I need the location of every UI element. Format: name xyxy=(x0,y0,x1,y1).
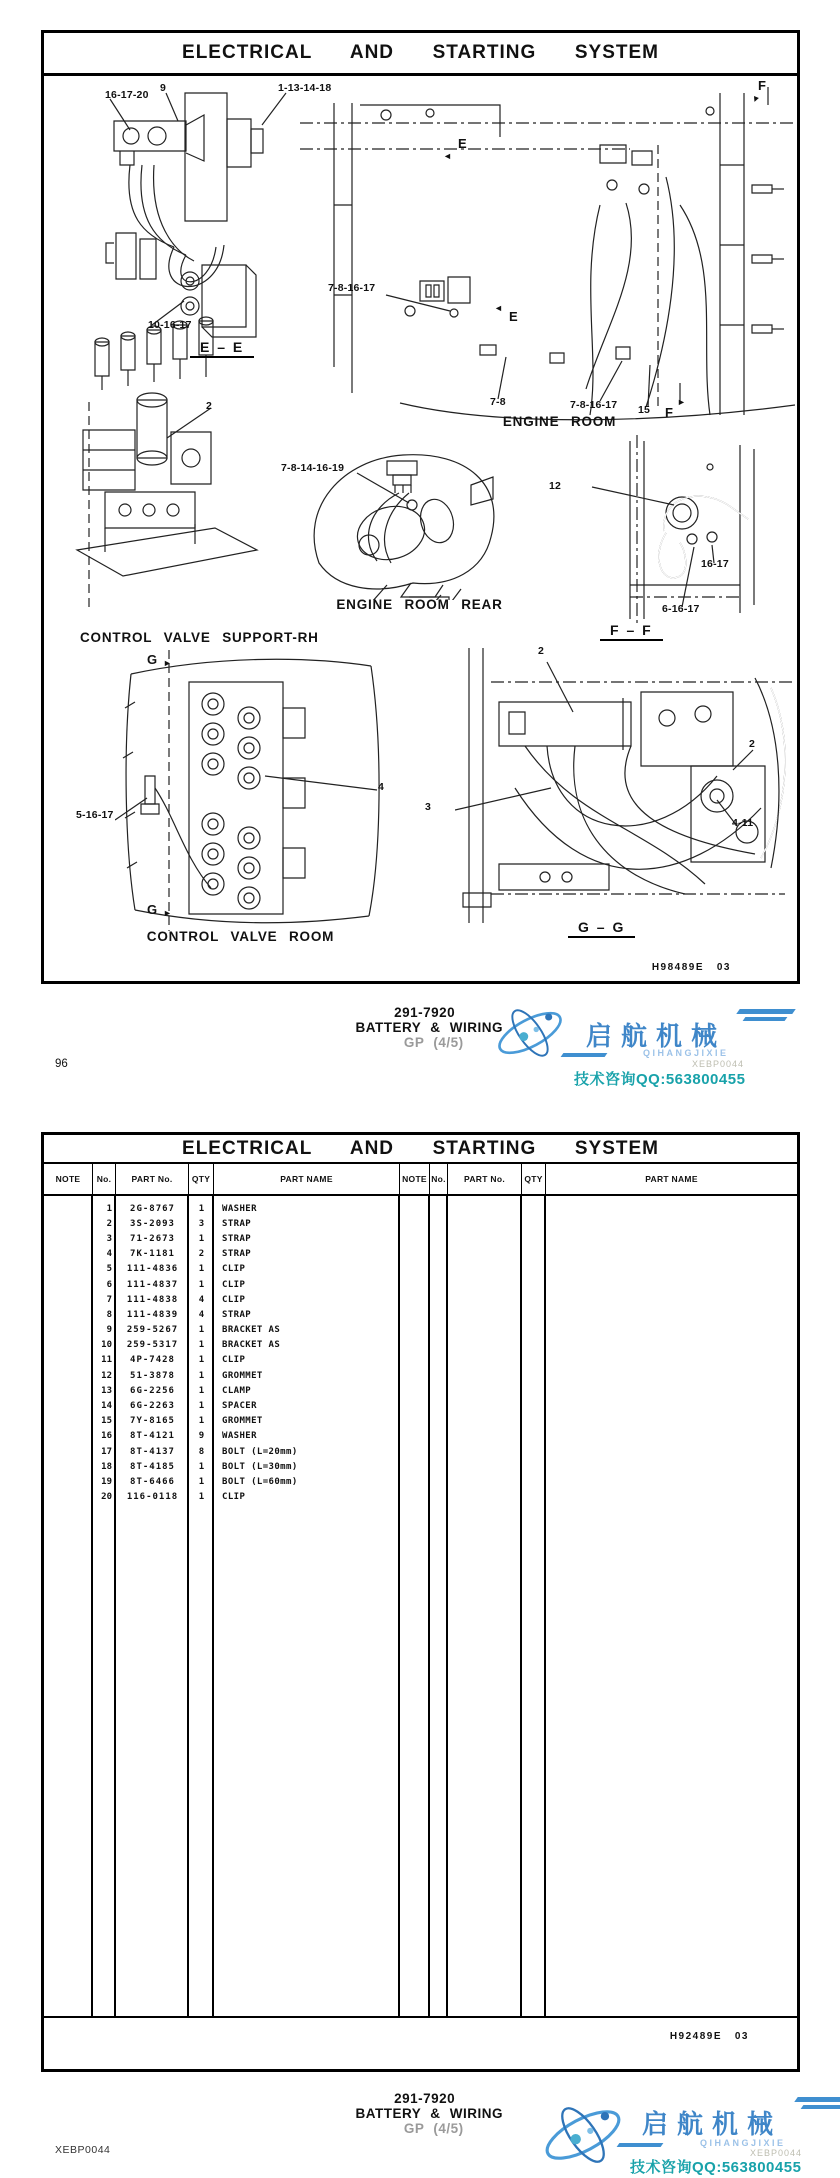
cell-qty: 1 xyxy=(198,1492,205,1503)
cell-part-no: 2G-8767 xyxy=(130,1203,175,1214)
arrow-left-icon: ◄ xyxy=(443,151,452,161)
logo-bar xyxy=(736,1009,796,1014)
cell-part-name: BOLT (L=60mm) xyxy=(222,1476,298,1487)
sheet-footer xyxy=(44,2018,797,2065)
cell-part-no: 111-4839 xyxy=(126,1309,179,1320)
page-title: ELECTRICAL AND STARTING SYSTEM xyxy=(44,1135,797,1164)
callout-2-gg-right: 2 xyxy=(749,738,756,750)
figure-name: BATTERY & WIRING xyxy=(355,1020,503,1035)
cell-no: 20 xyxy=(101,1492,112,1503)
cell-part-name: CLIP xyxy=(222,1355,246,1366)
corner-code: XEBP0044 xyxy=(55,2144,111,2156)
logo-bar xyxy=(801,2105,840,2109)
cell-no: 13 xyxy=(101,1385,112,1396)
table-row xyxy=(44,1353,797,1368)
watermark-contact: 技术咨询QQ:563800455 xyxy=(630,2159,802,2176)
cell-part-no: 8T-6466 xyxy=(130,1476,175,1487)
cell-part-no: 51-3878 xyxy=(130,1370,175,1381)
arrow-down-icon: ▼ xyxy=(749,92,762,106)
table-row xyxy=(44,1323,797,1338)
cell-no: 1 xyxy=(106,1203,112,1214)
f-f-detail-diagram xyxy=(590,435,795,625)
logo-bar xyxy=(561,1053,608,1057)
caption-control-valve-support: CONTROL VALVE SUPPORT-RH xyxy=(80,630,319,645)
figure-suffix: GP (4/5) xyxy=(403,1035,464,1050)
header-qty-2: QTY xyxy=(522,1164,546,1194)
cell-no: 11 xyxy=(101,1355,112,1366)
engine-room-diagram xyxy=(300,85,795,435)
cell-no: 5 xyxy=(106,1264,112,1275)
cell-part-name: CLIP xyxy=(222,1492,246,1503)
cell-part-no: 4P-7428 xyxy=(130,1355,175,1366)
figure-name: BATTERY & WIRING xyxy=(355,2106,503,2121)
parts-table-body xyxy=(44,1196,797,2018)
drawing-number: H98489E 03 xyxy=(651,962,731,973)
drawing-number: H92489E 03 xyxy=(669,2031,749,2042)
caption-e-e: E – E xyxy=(190,339,254,358)
caption-engine-room: ENGINE ROOM xyxy=(502,414,617,429)
parts-list-sheet xyxy=(41,1132,800,2072)
arrow-right-icon: ► xyxy=(163,908,172,918)
cell-no: 8 xyxy=(106,1309,112,1320)
header-part-name: PART NAME xyxy=(214,1164,400,1194)
section-marker-e-top: E xyxy=(458,136,467,151)
watermark xyxy=(480,1002,820,1097)
table-row xyxy=(44,1307,797,1322)
cell-part-no: 7Y-8165 xyxy=(130,1416,175,1427)
header-no-2: No. xyxy=(430,1164,448,1194)
cell-qty: 1 xyxy=(198,1461,205,1472)
cell-part-no: 8T-4185 xyxy=(130,1461,175,1472)
page-title: ELECTRICAL AND STARTING SYSTEM xyxy=(44,33,797,76)
callout-16-17-20: 16-17-20 xyxy=(105,89,149,101)
figure-suffix: GP (4/5) xyxy=(403,2121,464,2136)
watermark-code: XEBP0044 xyxy=(692,1059,745,1069)
cell-no: 14 xyxy=(101,1401,112,1412)
cell-part-name: BRACKET AS xyxy=(222,1340,281,1351)
page-number: 96 xyxy=(55,1058,68,1070)
section-marker-f-top: F xyxy=(758,78,766,93)
section-marker-g-top: G xyxy=(147,652,158,667)
section-marker-e-lower: E xyxy=(509,309,518,324)
cell-qty: 1 xyxy=(198,1355,205,1366)
parts-table-header xyxy=(44,1164,797,1196)
cell-part-no: 116-0118 xyxy=(126,1492,179,1503)
table-row xyxy=(44,1368,797,1383)
cell-qty: 1 xyxy=(198,1279,205,1290)
callout-12: 12 xyxy=(549,480,562,492)
cell-no: 10 xyxy=(101,1340,112,1351)
cell-qty: 1 xyxy=(198,1203,205,1214)
cell-no: 2 xyxy=(106,1218,112,1229)
cell-qty: 1 xyxy=(198,1325,205,1336)
header-part-name-2: PART NAME xyxy=(645,1174,698,1184)
table-row xyxy=(44,1459,797,1474)
cell-qty: 1 xyxy=(198,1370,205,1381)
watermark-subtext: QIHANGJIXIE xyxy=(700,2138,786,2148)
table-row xyxy=(44,1231,797,1246)
callout-16-17: 16-17 xyxy=(701,558,729,570)
cell-part-name: GROMMET xyxy=(222,1370,263,1381)
cell-qty: 4 xyxy=(198,1294,205,1305)
table-row xyxy=(44,1444,797,1459)
cell-part-name: WASHER xyxy=(222,1431,257,1442)
cell-part-no: 111-4838 xyxy=(126,1294,179,1305)
section-marker-f-bottom: F xyxy=(665,405,673,420)
arrow-left-icon: ◄ xyxy=(494,303,503,313)
watermark-contact: 技术咨询QQ:563800455 xyxy=(574,1071,746,1088)
cell-qty: 1 xyxy=(198,1476,205,1487)
table-row xyxy=(44,1292,797,1307)
header-note: NOTE xyxy=(44,1164,93,1194)
caption-g-g: G – G xyxy=(568,919,635,938)
cell-qty: 1 xyxy=(198,1385,205,1396)
section-marker-g-bottom: G xyxy=(147,902,158,917)
watermark-code: XEBP0044 xyxy=(750,2148,803,2158)
cell-part-no: 111-4837 xyxy=(126,1279,179,1290)
cell-part-no: 8T-4121 xyxy=(130,1431,175,1442)
cell-part-name: STRAP xyxy=(222,1218,252,1229)
cell-part-name: GROMMET xyxy=(222,1416,263,1427)
caption-engine-room-rear: ENGINE ROOM REAR xyxy=(336,597,503,612)
cell-part-name: STRAP xyxy=(222,1309,252,1320)
callout-7-8-14-16-19: 7-8-14-16-19 xyxy=(281,462,345,474)
watermark-brand: 启航机械 xyxy=(586,1021,727,1051)
cell-part-name: BOLT (L=20mm) xyxy=(222,1446,298,1457)
cell-part-name: WASHER xyxy=(222,1203,257,1214)
cell-part-no: 3S-2093 xyxy=(130,1218,175,1229)
callout-15: 15 xyxy=(638,404,651,416)
cell-part-name: BRACKET AS xyxy=(222,1325,281,1336)
cell-no: 3 xyxy=(106,1233,112,1244)
cell-no: 7 xyxy=(106,1294,112,1305)
cell-no: 16 xyxy=(101,1431,112,1442)
cell-part-name: STRAP xyxy=(222,1233,252,1244)
caption-f-f: F – F xyxy=(600,622,663,641)
callout-2-support: 2 xyxy=(206,400,213,412)
cell-part-name: STRAP xyxy=(222,1249,252,1260)
cell-part-name: CLIP xyxy=(222,1264,246,1275)
cell-no: 4 xyxy=(106,1249,112,1260)
table-row xyxy=(44,1277,797,1292)
cell-no: 18 xyxy=(101,1461,112,1472)
parts-rows xyxy=(44,1201,797,1505)
cell-qty: 1 xyxy=(198,1233,205,1244)
cell-part-no: 6G-2263 xyxy=(130,1401,175,1412)
diagram-sheet xyxy=(41,30,800,984)
callout-6-16-17: 6-16-17 xyxy=(662,603,700,615)
callout-3: 3 xyxy=(425,801,432,813)
cell-qty: 1 xyxy=(198,1401,205,1412)
g-g-section-diagram xyxy=(455,648,797,923)
callout-7-8: 7-8 xyxy=(490,396,506,408)
cell-no: 15 xyxy=(101,1416,112,1427)
table-row xyxy=(44,1262,797,1277)
watermark-brand: 启航机械 xyxy=(642,2109,783,2139)
table-row xyxy=(44,1383,797,1398)
callout-9: 9 xyxy=(160,82,167,94)
cell-part-no: 259-5317 xyxy=(126,1340,179,1351)
cell-part-name: CLAMP xyxy=(222,1385,252,1396)
control-valve-support-diagram xyxy=(75,312,265,627)
figure-number: 291-7920 xyxy=(394,1005,456,1020)
table-row xyxy=(44,1338,797,1353)
header-part-no-2: PART No. xyxy=(448,1164,522,1194)
cell-qty: 2 xyxy=(198,1249,205,1260)
cell-part-no: 259-5267 xyxy=(126,1325,179,1336)
figure-number: 291-7920 xyxy=(394,2091,456,2106)
header-no: No. xyxy=(93,1164,116,1194)
diagram-area xyxy=(44,76,797,981)
logo-bar xyxy=(617,2143,664,2147)
cell-part-no: 6G-2256 xyxy=(130,1385,175,1396)
cell-qty: 1 xyxy=(198,1340,205,1351)
logo-bar xyxy=(743,1017,788,1021)
cell-no: 17 xyxy=(101,1446,112,1457)
callout-5-16-17: 5-16-17 xyxy=(76,809,114,821)
cell-part-name: BOLT (L=30mm) xyxy=(222,1461,298,1472)
arrow-right-icon: ► xyxy=(163,658,172,668)
table-row xyxy=(44,1398,797,1413)
cell-part-no: 7K-1181 xyxy=(130,1249,175,1260)
atom-logo-icon xyxy=(490,1004,570,1062)
cell-part-name: CLIP xyxy=(222,1294,246,1305)
cell-part-no: 71-2673 xyxy=(130,1233,175,1244)
callout-10-16-17: 10-16-17 xyxy=(148,319,192,331)
cell-no: 9 xyxy=(106,1325,112,1336)
cell-part-name: SPACER xyxy=(222,1401,257,1412)
cell-no: 12 xyxy=(101,1370,112,1381)
cell-no: 6 xyxy=(106,1279,112,1290)
cell-qty: 8 xyxy=(198,1446,205,1457)
table-row xyxy=(44,1490,797,1505)
cell-qty: 9 xyxy=(198,1431,205,1442)
arrow-right-icon: ► xyxy=(677,397,686,407)
header-qty: QTY xyxy=(189,1164,214,1194)
table-row xyxy=(44,1474,797,1489)
callout-7-8-16-17-b: 7-8-16-17 xyxy=(570,399,618,411)
callout-4-11: 4-11 xyxy=(732,817,754,829)
cell-qty: 1 xyxy=(198,1264,205,1275)
cell-qty: 4 xyxy=(198,1309,205,1320)
logo-bar xyxy=(794,2097,840,2102)
callout-7-8-16-17-a: 7-8-16-17 xyxy=(328,282,376,294)
table-row xyxy=(44,1247,797,1262)
callout-2-gg-top: 2 xyxy=(538,645,545,657)
table-row xyxy=(44,1429,797,1444)
table-row xyxy=(44,1216,797,1231)
watermark-subtext: QIHANGJIXIE xyxy=(643,1048,729,1058)
cell-qty: 1 xyxy=(198,1416,205,1427)
cell-part-no: 111-4836 xyxy=(126,1264,179,1275)
watermark xyxy=(534,2086,840,2178)
cell-no: 19 xyxy=(101,1476,112,1487)
header-note-2: NOTE xyxy=(400,1164,430,1194)
cell-part-no: 8T-4137 xyxy=(130,1446,175,1457)
cell-part-name: CLIP xyxy=(222,1279,246,1290)
callout-4: 4 xyxy=(378,781,385,793)
control-valve-room-diagram xyxy=(115,648,395,933)
atom-logo-icon xyxy=(536,2092,630,2178)
caption-control-valve-room: CONTROL VALVE ROOM xyxy=(146,929,335,944)
callout-1-13-14-18: 1-13-14-18 xyxy=(278,82,332,94)
cell-qty: 3 xyxy=(198,1218,205,1229)
table-row xyxy=(44,1201,797,1216)
header-part-no: PART No. xyxy=(116,1164,189,1194)
table-row xyxy=(44,1414,797,1429)
